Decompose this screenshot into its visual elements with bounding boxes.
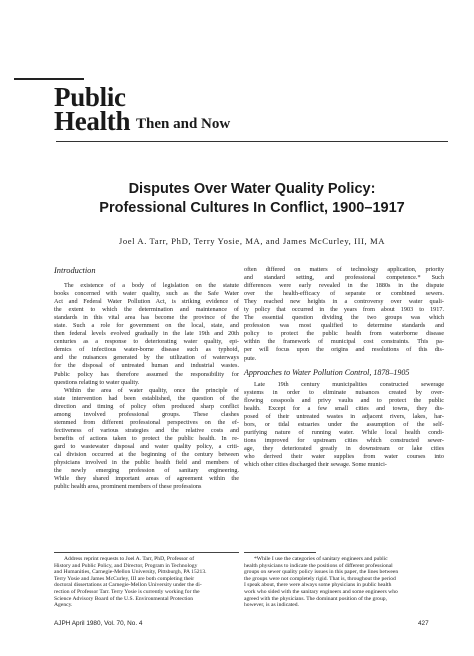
body-text-line: per will focus upon the origins and resolutions of this dis- [244,346,444,354]
footnote-line: Agency. [54,602,73,609]
body-text-line: Act and Federal Water Pollution Act, is striking evidence of [54,298,239,306]
footnote-line: the groups were not completely rigid. That is, throughout the period [244,575,396,582]
body-text-line: health. Except for a few small cities and towns, they dis- [244,405,444,413]
author-affiliation-footnote [54,556,239,609]
masthead-top-rule [14,78,84,80]
body-text-line: the newly emerging profession of sanitary engineering. [54,467,239,475]
body-text-line: who derived their water supplies from water courses into [244,453,444,461]
body-text-line: the extent to which the determination and maintenance of [54,306,239,314]
body-text-line: direction and timing of policy often produced sharp conflict [54,402,239,410]
body-text-line: purifying nature of running water. While local health condi- [244,429,444,437]
right-column-body-bottom [244,381,444,470]
masthead-health: Health [54,106,131,136]
body-text-line: for the disposal of untreated human and industrial wastes. [54,362,239,370]
body-text-line: differences were early revealed in the 1880s in the dispute [244,282,444,290]
title-line-2: Professional Cultures In Conflict, 1900–1917 [99,200,405,216]
body-text-line: public health area, prominent members of these professions [54,483,202,491]
body-text-line: age, they deteriorated greatly in downstream or lake cities [244,445,444,453]
body-text-line: pute. [244,354,257,362]
body-text-line: Late 19th century municipalities constructed sewerage [254,380,444,388]
body-text-line: often differed on matters of technology application, priority [244,266,444,273]
footnote-line: Science Advisory Board of the U.S. Environmental Protection [54,595,194,602]
footnote-line: doctoral dissertations at Carnegie-Mellon University under the di- [54,582,202,589]
body-text-line: They reached new heights in a controversy over water quali- [244,298,444,306]
body-text-line: Within the area of water quality, once the principle of [64,386,239,394]
body-text-line: and the nuisances generated by the utilization of waterways [54,354,239,362]
asterisk-footnote [244,556,444,609]
body-text-line: among involved professional groups. These clashes [54,410,239,418]
body-text-line: demics of infectious water-borne disease such as typhoid, [54,346,239,354]
body-text-line: ty policy that occurred in the years from about 1903 to 1917. [244,306,444,314]
body-text-line: state intervention had been established, the question of the [54,394,239,402]
body-text-line: questions relating to water quality. [54,378,140,386]
footnote-line: rection of Professor Tarr. Terry Yosie is currently working for the [54,588,200,595]
body-text-line: then federal levels evolved gradually in the late 19th and 20th [54,330,239,338]
page-number: 427 [418,620,429,627]
body-text-line: posed of their untreated wastes in adjacent rivers, lakes, har- [244,413,444,421]
body-text-line: benefits of actions taken to protect the public health. In re- [54,434,239,442]
body-text-line: cal division occurred at the beginning of the century between [54,450,239,458]
footnote-line: Address reprint requests to Joel A. Tarr, PhD, Professor of [64,556,195,562]
footnote-line: History and Public Policy, and Director, Program in Technology [54,562,198,569]
footnote-line: agreed with the physicians. The dominant position of the group, [244,595,387,602]
body-text-line: fectiveness of various strategies and the relative costs and [54,426,239,434]
masthead-rule [56,141,448,142]
body-text-line: books concerned with water quality, such as the Safe Water [54,290,239,298]
body-text-line: standards in this vital area has become the province of the [54,314,239,322]
body-text-line: bors, or tidal estuaries under the assumption of the self- [244,421,444,429]
body-text-line: and standard setting, and professional competence.* Such [244,274,444,282]
body-text-line: which other cities discharged their sewage. Some munici- [244,461,387,469]
footnote-line: groups on sewer quality policy issues in this paper, the lines between [244,569,399,576]
section-heading-approaches: Approaches to Water Pollution Control, 1878–1905 [244,367,410,377]
body-text-line: gard to wastewater disposal and water quality policy, a criti- [54,442,239,450]
masthead-subtitle: Then and Now [136,116,231,132]
body-text-line: While they shared important areas of agreement within the [54,475,239,483]
footnote-rule-right [244,552,316,553]
section-heading-introduction: Introduction [54,266,96,275]
body-text-line: The existence of a body of legislation on the statute [64,282,239,289]
body-text-line: tions improved for upstream cities which constructed sewer- [244,437,444,445]
title-line-1: Disputes Over Water Quality Policy: [128,181,376,197]
journal-citation: AJPH April 1980, Vol. 70, No. 4 [54,620,143,627]
left-column [54,266,239,491]
footnote-line: and Humanities, Carnegie-Mellon University, Pittsburgh, PA 15213. [54,569,207,576]
body-text-line: over the health-efficacy of separate or combined sewers. [244,290,444,298]
footnote-line: however, is as indicated. [244,602,299,609]
body-text-line: flowing cesspools and privy vaults and to protect the public [244,397,444,405]
footnote-line: Terry Yosie and James McCurley, III are both completing their [54,575,195,582]
footnote-line: *While I use the categories of sanitary engineers and public [254,556,388,562]
body-text-line: policy to protect the public health from waterborne disease [244,330,444,338]
footnote-rule-left [54,552,239,553]
author-byline: Joel A. Tarr, PhD, Terry Yosie, MA, and James McCurley, III, MA [118,236,386,246]
body-text-line: systems in order to eliminate nuisances created by over- [244,389,444,397]
footnote-line: work who sided with the sanitary engineers and some engineers who [244,588,398,595]
masthead-public: Public [54,82,126,112]
body-text-line: centuries as a response to deteriorating water quality, epi- [54,338,239,346]
footnote-line: I speak about, there were always some physicians in public health [244,582,392,589]
body-text-line: within the framework of municipal cost constraints. This pa- [244,338,444,346]
body-text-line: state. Such a role for government on the local, state, and [54,322,239,330]
right-column [244,266,444,469]
body-text-line: The essential question dividing the two groups was which [244,314,444,322]
body-text-line: profession was most qualified to determine standards and [244,322,444,330]
right-column-body-top [244,266,444,363]
body-text-line: Public policy has therefore assumed the responsibility for [54,370,239,378]
body-text-line: physicians involved in the public health field and members of [54,459,239,467]
left-column-body [54,282,239,491]
article-title [56,180,448,218]
footnote-line: health physicians to indicate the positions of different professional [244,562,393,569]
body-text-line: stemmed from different professional perspectives on the ef- [54,418,239,426]
